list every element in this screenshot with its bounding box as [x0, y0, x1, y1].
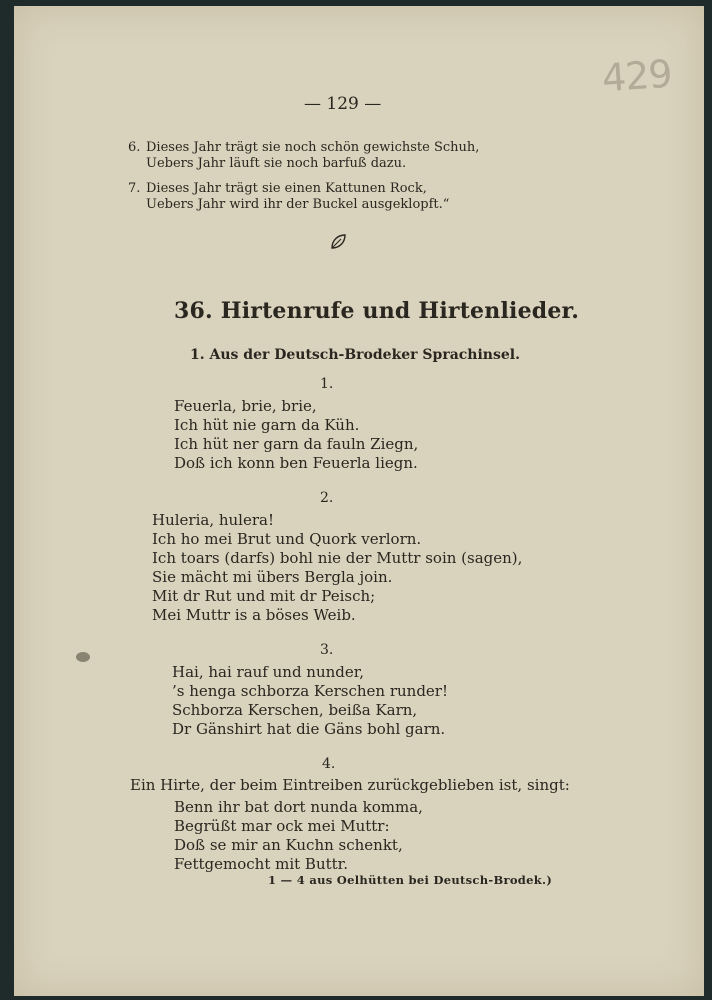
- poem-line: Mei Muttr is a böses Weib.: [152, 606, 356, 624]
- poem-line: Hai, hai rauf und nunder,: [172, 663, 365, 681]
- poem-line: Fettgemocht mit Buttr.: [174, 855, 348, 873]
- section-heading: 36. Hirtenrufe und Hirtenlieder.: [174, 298, 580, 324]
- poem-line: Benn ihr bat dort nunda komma,: [174, 798, 423, 816]
- poem-line: Ich hüt nie garn da Küh.: [174, 416, 360, 434]
- poem-line: Doß ich konn ben Feuerla liegn.: [174, 454, 418, 472]
- stanza-number: 3.: [320, 642, 334, 658]
- subsection-heading: 1. Aus der Deutsch-Brodeker Sprachinsel.: [190, 347, 520, 363]
- leaf-ornament-icon: [328, 232, 348, 252]
- stanza-number: 4.: [322, 756, 336, 772]
- verse-number: 6.: [128, 140, 141, 155]
- poem-line: Mit dr Rut und mit dr Peisch;: [152, 587, 376, 605]
- stanza-number: 1.: [320, 376, 334, 392]
- page-number: — 129 —: [304, 94, 382, 114]
- verse-line: Dieses Jahr trägt sie einen Kattunen Rock,: [146, 181, 427, 196]
- poem-line: Begrüßt mar ock mei Muttr:: [174, 817, 390, 835]
- poem-line: Ich toars (darfs) bohl nie der Muttr soin (sagen),: [152, 549, 523, 567]
- paper-stain: [76, 652, 90, 662]
- handwritten-page-number: 429: [600, 51, 673, 101]
- verse-line: Dieses Jahr trägt sie noch schön gewichste Schuh,: [146, 140, 480, 155]
- poem-line: Doß se mir an Kuchn schenkt,: [174, 836, 403, 854]
- stanza-intro: Ein Hirte, der beim Eintreiben zurückgeblieben ist, singt:: [130, 776, 570, 794]
- poem-line: Sie mächt mi übers Bergla join.: [152, 568, 393, 586]
- poem-line: Feuerla, brie, brie,: [174, 397, 317, 415]
- poem-line: Huleria, hulera!: [152, 511, 274, 529]
- verse-number: 7.: [128, 181, 141, 196]
- poem-line: Ich ho mei Brut und Quork verlorn.: [152, 530, 422, 548]
- source-note: 1 — 4 aus Oelhütten bei Deutsch-Brodek.): [268, 873, 553, 887]
- poem-line: Dr Gänshirt hat die Gäns bohl garn.: [172, 720, 446, 738]
- poem-line: Ich hüt ner garn da fauln Ziegn,: [174, 435, 419, 453]
- verse-line: Uebers Jahr läuft sie noch barfuß dazu.: [146, 156, 407, 171]
- verse-line: Uebers Jahr wird ihr der Buckel ausgeklopft.“: [146, 197, 450, 212]
- document-page: [14, 6, 704, 996]
- poem-line: Schborza Kerschen, beißa Karn,: [172, 701, 418, 719]
- poem-line: ’s henga schborza Kerschen runder!: [172, 682, 449, 700]
- stanza-number: 2.: [320, 490, 334, 506]
